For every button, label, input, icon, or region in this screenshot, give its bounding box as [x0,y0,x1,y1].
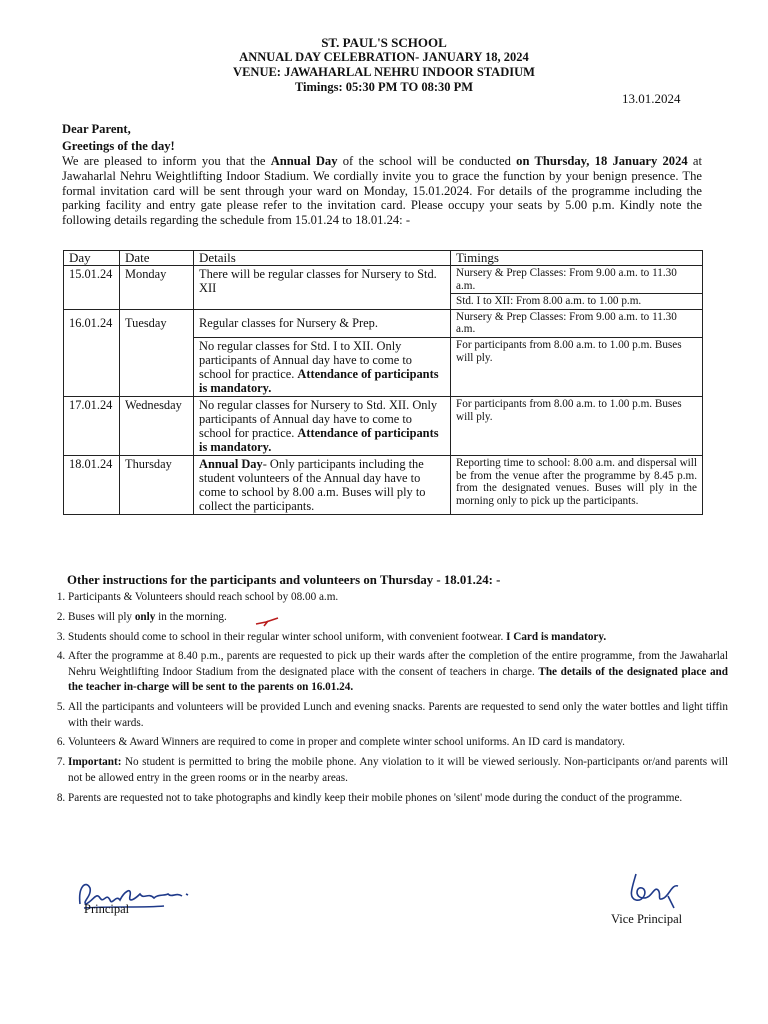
row2-timing-b: For participants from 8.00 a.m. to 1.00 p.m. Buses will ply. [451,337,703,396]
row4-details-text: - Only participants including the student volunteers of the Annual day have to come to school by 8.00 a.m. Buses will ply to collect the participants. [199,456,426,513]
row2-details-b-text: No regular classes for Std. I to XII. Only participants of Annual day have to come to school for practice. [199,338,412,381]
instruction-7-bold: Important: [68,756,122,769]
principal-title: Principal [84,902,130,916]
list-item [68,700,728,731]
row4-details-bold: Annual Day [199,456,263,471]
table-row [64,455,703,514]
greeting: Greetings of the day! [62,139,175,153]
list-item [68,590,728,606]
letterhead [0,35,768,95]
instruction-8: Parents are requested not to take photographs and kindly keep their mobile phones on 'silent' mode during the conduct of the programme. [68,791,683,804]
vice-principal-title: Vice Principal [611,912,683,926]
row4-date: Thursday [120,455,194,514]
table-row [64,309,703,337]
timings-line: Timings: 05:30 PM TO 08:30 PM [294,80,474,94]
schedule-table [63,250,703,515]
instructions-list [40,590,728,810]
row2-details-b-bold: Attendance of participants is mandatory. [199,366,439,395]
row2-details-b [194,337,451,396]
instruction-2-text: Buses will ply [68,610,135,623]
intro-text-3: at Jawaharlal Nehru Weightlifting Indoor Stadium. We cordially invite you to grace the function by your benign presence. The formal invitation card will be sent through your ward on Monday, 15.01.2024. For details of the programme including the parking facility and entry gate please refer to the invitation card. Please occupy your seats by 5.00 p.m. Kindly note the following details regarding the schedule from 15.01.24 to 18.01.24: - [62,154,703,228]
row3-day: 17.01.24 [64,396,120,455]
row4-timing: Reporting time to school: 8.00 a.m. and dispersal will be from the venue after the programme by 8.45 p.m. from the designated venues. Buses will ply in the morning only to pick up the participants. [451,455,703,514]
header-details: Details [194,251,451,266]
list-item [68,630,728,646]
instruction-2-text-end: in the morning. [155,610,227,623]
row2-details-a: Regular classes for Nursery & Prep. [194,309,451,337]
instruction-2-bold: only [134,610,156,623]
vice-principal-signature-stroke [631,874,678,908]
table-row [64,396,703,455]
intro-bold-annual-day: Annual Day [270,154,338,168]
intro-text-1: We are pleased to inform you that the [62,154,271,168]
letter-date: 13.01.2024 [622,91,681,106]
row2-date: Tuesday [120,309,194,396]
row3-details-bold: Attendance of participants is mandatory. [199,425,439,454]
row4-details [194,455,451,514]
list-item [68,755,728,786]
intro-bold-date: on Thursday, 18 January 2024 [516,154,688,168]
list-item [68,649,728,696]
pen-mark-stroke [256,618,278,626]
row1-details: There will be regular classes for Nursery to Std. XII [194,266,451,310]
intro-text-2: of the school will be conducted [337,154,517,168]
instruction-7-text: No student is permitted to bring the mobile phone. Any violation to it will be viewed seriously. Non-participants or/and parents will not be allowed entry in the green rooms or in the nearby areas. [68,756,728,784]
header-date: Date [120,251,194,266]
venue-line: VENUE: JAWAHARLAL NEHRU INDOOR STADIUM [233,65,535,79]
instruction-4-text: After the programme at 8.40 p.m., parents are requested to pick up their wards after the completion of the entire programme, from the Jawaharlal Nehru Weightlifting Indoor Stadium from the designated place with the consent of teachers in charge. [68,650,728,678]
row3-timing: For participants from 8.00 a.m. to 1.00 p.m. Buses will ply. [451,396,703,455]
row1-date: Monday [120,266,194,310]
row3-date: Wednesday [120,396,194,455]
row2-day: 16.01.24 [64,309,120,396]
row4-day: 18.01.24 [64,455,120,514]
instruction-3-bold: I Card is mandatory. [506,630,607,643]
instruction-3-text: Students should come to school in their regular winter school uniform, with convenient footwear. [68,630,507,643]
event-title: ANNUAL DAY CELEBRATION- JANUARY 18, 2024 [239,50,529,64]
table-header-row [64,251,703,266]
list-item [68,791,728,807]
list-item [68,610,728,626]
list-item [68,735,728,751]
row1-timing-b: Std. I to XII: From 8.00 a.m. to 1.00 p.m. [451,294,703,310]
intro-paragraph [62,154,702,228]
row3-details [194,396,451,455]
instruction-1: Participants & Volunteers should reach school by 08.00 a.m. [68,591,339,603]
instructions-title: Other instructions for the participants and volunteers on Thursday - 18.01.24: - [67,573,501,587]
instruction-5: All the participants and volunteers will be provided Lunch and evening snacks. Parents are requested to send only the water bottles and light tiffin with their wards. [68,701,728,729]
row2-timing-a: Nursery & Prep Classes: From 9.00 a.m. to 11.30 a.m. [451,309,703,337]
row3-details-text: No regular classes for Nursery to Std. XII. Only participants of Annual day have to come to school for practice. [199,397,438,440]
vice-principal-signature-icon [622,868,692,914]
pen-mark-icon [254,616,280,628]
row1-timing-a: Nursery & Prep Classes: From 9.00 a.m. to 11.30 a.m. [451,266,703,294]
table-row [64,266,703,294]
row1-day: 15.01.24 [64,266,120,310]
header-day: Day [64,251,120,266]
instruction-6: Volunteers & Award Winners are required to come in proper and complete winter school uniforms. An ID card is mandatory. [68,736,625,749]
salutation: Dear Parent, [62,122,131,136]
instruction-4-bold: The details of the designated place and the teacher in-charge will be sent to the parents on 16.01.24. [68,665,728,694]
header-timings: Timings [451,251,703,266]
school-name: ST. PAUL'S SCHOOL [321,35,447,50]
